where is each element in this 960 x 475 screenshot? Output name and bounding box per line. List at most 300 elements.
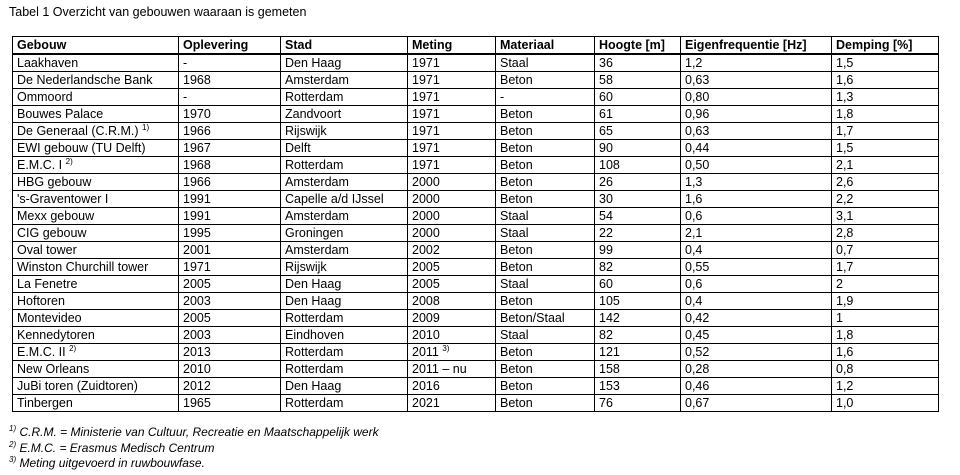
cell-demping-text: 2,1 [836,158,854,172]
cell-stad [281,123,408,140]
table-row [13,54,939,72]
cell-freq [681,89,832,106]
cell-stad [281,157,408,174]
cell-demping [832,54,939,72]
cell-gebouw-text: E.M.C. II [17,345,70,359]
cell-hoogte-text: 65 [599,124,613,138]
cell-gebouw-text: De Generaal (C.R.M.) [17,124,143,138]
table-row [13,123,939,140]
cell-materiaal [496,293,595,310]
cell-stad [281,242,408,259]
cell-hoogte [595,344,681,361]
cell-gebouw [13,242,179,259]
cell-gebouw [13,361,179,378]
cell-hoogte-text: 36 [599,56,613,70]
cell-materiaal-text: Beton [500,379,533,393]
table-caption: Tabel 1 Overzicht van gebouwen waaraan is gemeten [9,5,307,19]
cell-freq-text: 0,52 [685,345,710,359]
cell-demping [832,361,939,378]
cell-stad-text: Rotterdam [285,158,344,172]
cell-hoogte [595,157,681,174]
cell-stad-text: Rotterdam [285,90,344,104]
cell-hoogte [595,242,681,259]
cell-hoogte [595,361,681,378]
cell-meting-text: 1971 [412,107,440,121]
cell-oplevering [179,174,281,191]
cell-hoogte-text: 99 [599,243,613,257]
cell-hoogte-text: 30 [599,192,613,206]
cell-hoogte-text: 158 [599,362,620,376]
cell-oplevering [179,259,281,276]
cell-materiaal [496,310,595,327]
cell-gebouw [13,123,179,140]
column-header-materiaal: Materiaal [496,37,595,55]
footnote-text: Meting uitgevoerd in ruwbouwfase. [16,456,205,470]
cell-materiaal [496,72,595,89]
cell-meting-text: 2005 [412,277,440,291]
cell-hoogte [595,310,681,327]
cell-meting [408,361,496,378]
cell-materiaal-text: Beton [500,260,533,274]
cell-demping-text: 1,3 [836,90,854,104]
cell-oplevering-text: 2003 [183,294,211,308]
cell-meting-text: 1971 [412,73,440,87]
cell-oplevering-text: - [183,56,188,70]
cell-freq-text: 0,50 [685,158,710,172]
cell-freq-text: 0,80 [685,90,710,104]
cell-oplevering [179,327,281,344]
cell-meting [408,123,496,140]
cell-gebouw [13,276,179,293]
cell-freq-text: 0,6 [685,209,703,223]
footnote-line [9,441,379,457]
cell-stad [281,344,408,361]
cell-oplevering [179,123,281,140]
cell-materiaal-text: Beton [500,345,533,359]
cell-demping [832,140,939,157]
cell-materiaal-text: Beton [500,396,533,410]
cell-stad [281,72,408,89]
cell-freq-text: 0,44 [685,141,710,155]
cell-demping-text: 1,5 [836,56,854,70]
table-row [13,259,939,276]
cell-stad-text: Den Haag [285,379,342,393]
table-header-row [13,37,939,55]
table-row [13,276,939,293]
cell-freq [681,259,832,276]
cell-materiaal-text: Beton [500,158,533,172]
cell-materiaal-text: Beton/Staal [500,311,565,325]
cell-gebouw [13,225,179,242]
cell-oplevering [179,140,281,157]
cell-freq [681,395,832,412]
cell-meting [408,54,496,72]
cell-materiaal-text: Beton [500,243,533,257]
cell-stad [281,395,408,412]
cell-hoogte-text: 82 [599,260,613,274]
cell-demping [832,293,939,310]
cell-meting-text: 2011 [412,345,443,359]
cell-meting-text: 2000 [412,226,440,240]
cell-gebouw-text: CIG gebouw [17,226,87,240]
table-body [13,54,939,412]
footnote-mark: 2) [9,439,17,449]
table-row [13,140,939,157]
cell-hoogte [595,395,681,412]
cell-demping [832,327,939,344]
cell-oplevering [179,344,281,361]
cell-freq-text: 0,63 [685,73,710,87]
cell-oplevering [179,242,281,259]
cell-meting [408,191,496,208]
cell-demping [832,72,939,89]
column-header-oplevering: Oplevering [179,37,281,55]
cell-gebouw [13,259,179,276]
cell-hoogte-text: 60 [599,90,613,104]
cell-gebouw [13,157,179,174]
cell-oplevering [179,89,281,106]
cell-demping-text: 1,6 [836,345,854,359]
cell-materiaal [496,276,595,293]
cell-gebouw [13,378,179,395]
cell-meting-text: 1971 [412,141,440,155]
cell-demping [832,344,939,361]
cell-hoogte [595,106,681,123]
cell-meting [408,259,496,276]
footnote-text: E.M.C. = Erasmus Medisch Centrum [16,440,215,455]
cell-hoogte-text: 105 [599,294,620,308]
cell-gebouw-text: Winston Churchill tower [17,260,149,274]
cell-meting [408,395,496,412]
cell-materiaal-text: Staal [500,328,529,342]
cell-freq-text: 1,2 [685,56,703,70]
cell-oplevering-text: 1991 [183,209,211,223]
cell-freq [681,310,832,327]
cell-gebouw-text: Ommoord [17,90,73,104]
cell-demping [832,242,939,259]
cell-gebouw-text: Montevideo [17,311,82,325]
cell-stad-text: Capelle a/d IJssel [285,192,384,206]
cell-gebouw [13,208,179,225]
cell-oplevering-text: 2005 [183,277,211,291]
cell-stad [281,140,408,157]
cell-materiaal [496,378,595,395]
cell-materiaal [496,191,595,208]
cell-oplevering [179,361,281,378]
cell-demping-text: 0,8 [836,362,854,376]
cell-gebouw-text: Oval tower [17,243,77,257]
cell-demping [832,174,939,191]
cell-demping-text: 1,8 [836,328,854,342]
cell-demping-text: 2,8 [836,226,854,240]
table-row [13,310,939,327]
cell-demping [832,395,939,412]
cell-demping-text: 1,7 [836,124,854,138]
cell-hoogte-text: 108 [599,158,620,172]
cell-meting [408,140,496,157]
cell-meting [408,293,496,310]
cell-materiaal [496,157,595,174]
cell-oplevering [179,106,281,123]
table-row [13,208,939,225]
cell-oplevering [179,276,281,293]
cell-materiaal [496,242,595,259]
cell-demping-text: 1,8 [836,107,854,121]
cell-demping-text: 1,2 [836,379,854,393]
column-header-demping: Demping [%] [832,37,939,55]
cell-gebouw-text: E.M.C. I [17,158,66,172]
cell-hoogte-text: 76 [599,396,613,410]
cell-demping [832,123,939,140]
cell-materiaal [496,140,595,157]
cell-stad [281,259,408,276]
column-header-gebouw: Gebouw [13,37,179,55]
footnote-ref: 2) [69,343,77,353]
cell-hoogte [595,225,681,242]
cell-freq-text: 0,4 [685,294,703,308]
cell-hoogte [595,276,681,293]
table-row [13,293,939,310]
table-row [13,378,939,395]
cell-hoogte [595,208,681,225]
cell-meting [408,72,496,89]
cell-hoogte-text: 121 [599,345,620,359]
cell-stad-text: Zandvoort [285,107,342,121]
cell-hoogte [595,259,681,276]
cell-meting-text: 2008 [412,294,440,308]
cell-oplevering-text: 1967 [183,141,211,155]
cell-gebouw-text: EWI gebouw (TU Delft) [17,141,146,155]
cell-hoogte-text: 58 [599,73,613,87]
cell-materiaal-text: Beton [500,192,533,206]
cell-oplevering-text: 2003 [183,328,211,342]
table-row [13,395,939,412]
cell-demping [832,208,939,225]
cell-materiaal [496,361,595,378]
footnote-line [9,425,379,441]
cell-freq [681,293,832,310]
cell-freq-text: 0,55 [685,260,710,274]
cell-materiaal [496,123,595,140]
cell-gebouw-text: Laakhaven [17,56,79,70]
cell-freq-text: 0,4 [685,243,703,257]
cell-stad-text: Rotterdam [285,311,344,325]
cell-materiaal [496,395,595,412]
cell-oplevering-text: 1966 [183,124,211,138]
cell-materiaal-text: Beton [500,107,533,121]
cell-demping-text: 1,7 [836,260,854,274]
cell-freq-text: 0,46 [685,379,710,393]
cell-oplevering [179,191,281,208]
cell-meting-text: 2000 [412,192,440,206]
cell-demping-text: 1 [836,311,843,325]
cell-oplevering-text: 2013 [183,345,211,359]
cell-stad [281,361,408,378]
cell-materiaal [496,259,595,276]
cell-stad-text: Delft [285,141,311,155]
cell-demping-text: 2,2 [836,192,854,206]
cell-materiaal-text: Beton [500,362,533,376]
cell-gebouw [13,54,179,72]
cell-hoogte [595,293,681,310]
cell-materiaal-text: Beton [500,294,533,308]
cell-freq [681,54,832,72]
cell-meting-text: 1971 [412,56,440,70]
cell-gebouw-text: 's-Graventower I [17,192,109,206]
cell-freq [681,140,832,157]
cell-stad-text: Amsterdam [285,175,349,189]
cell-meting-text: 1971 [412,158,440,172]
cell-meting [408,310,496,327]
cell-freq [681,361,832,378]
cell-oplevering-text: 1966 [183,175,211,189]
cell-gebouw [13,89,179,106]
cell-stad-text: Amsterdam [285,73,349,87]
table-row [13,327,939,344]
cell-meting-text: 2016 [412,379,440,393]
cell-materiaal [496,327,595,344]
cell-materiaal-text: Beton [500,124,533,138]
table-row [13,72,939,89]
table-row [13,89,939,106]
cell-stad [281,174,408,191]
cell-stad [281,327,408,344]
cell-stad [281,191,408,208]
cell-freq-text: 1,6 [685,192,703,206]
cell-gebouw [13,395,179,412]
cell-oplevering-text: - [183,90,188,104]
cell-gebouw [13,191,179,208]
cell-materiaal-text: - [500,90,505,104]
cell-stad [281,54,408,72]
cell-stad-text: Amsterdam [285,243,349,257]
cell-stad-text: Groningen [285,226,344,240]
cell-freq [681,276,832,293]
cell-stad-text: Den Haag [285,294,342,308]
table-row [13,157,939,174]
cell-gebouw [13,293,179,310]
cell-gebouw [13,344,179,361]
cell-demping-text: 1,5 [836,141,854,155]
cell-meting-text: 2002 [412,243,440,257]
cell-freq-text: 0,42 [685,311,710,325]
cell-oplevering [179,225,281,242]
cell-stad [281,378,408,395]
cell-meting [408,106,496,123]
table-row [13,225,939,242]
cell-meting [408,208,496,225]
cell-stad-text: Eindhoven [285,328,345,342]
cell-demping [832,89,939,106]
cell-freq-text: 0,67 [685,396,710,410]
cell-stad [281,208,408,225]
cell-hoogte [595,140,681,157]
cell-meting [408,344,496,361]
cell-freq [681,72,832,89]
cell-materiaal [496,54,595,72]
cell-meting [408,276,496,293]
cell-freq-text: 0,28 [685,362,710,376]
cell-oplevering [179,293,281,310]
column-header-hoogte: Hoogte [m] [595,37,681,55]
cell-hoogte [595,174,681,191]
cell-gebouw [13,174,179,191]
cell-materiaal [496,89,595,106]
cell-materiaal [496,225,595,242]
cell-stad-text: Den Haag [285,277,342,291]
cell-oplevering [179,395,281,412]
footnote-mark: 3) [9,455,17,464]
cell-stad-text: Rijswijk [285,124,327,138]
cell-hoogte [595,327,681,344]
cell-freq [681,208,832,225]
cell-demping [832,191,939,208]
cell-freq [681,327,832,344]
footnote-ref: 3) [442,343,450,353]
cell-hoogte [595,89,681,106]
cell-gebouw-text: JuBi toren (Zuidtoren) [17,379,138,393]
cell-freq-text: 1,3 [685,175,703,189]
cell-freq [681,106,832,123]
cell-hoogte-text: 61 [599,107,613,121]
cell-oplevering [179,157,281,174]
cell-hoogte-text: 26 [599,175,613,189]
cell-oplevering-text: 2010 [183,362,211,376]
footnote-mark: 1) [9,424,17,433]
cell-gebouw [13,106,179,123]
cell-gebouw [13,140,179,157]
cell-meting [408,327,496,344]
column-header-eigenfrequentie: Eigenfrequentie [Hz] [681,37,832,55]
cell-hoogte-text: 60 [599,277,613,291]
table-row [13,242,939,259]
cell-gebouw-text: Mexx gebouw [17,209,95,223]
cell-oplevering [179,54,281,72]
cell-oplevering-text: 1968 [183,73,211,87]
cell-hoogte-text: 54 [599,209,613,223]
cell-materiaal-text: Staal [500,56,529,70]
cell-hoogte-text: 82 [599,328,613,342]
cell-materiaal-text: Staal [500,209,529,223]
cell-oplevering-text: 2005 [183,311,211,325]
cell-meting-text: 2000 [412,175,440,189]
footnote-ref: 2) [65,156,73,166]
cell-freq [681,123,832,140]
cell-meting-text: 2005 [412,260,440,274]
cell-materiaal-text: Beton [500,175,533,189]
cell-hoogte-text: 90 [599,141,613,155]
cell-gebouw [13,72,179,89]
cell-oplevering-text: 1965 [183,396,211,410]
cell-demping [832,259,939,276]
cell-stad [281,310,408,327]
cell-oplevering-text: 1995 [183,226,211,240]
cell-oplevering-text: 1968 [183,158,211,172]
cell-gebouw-text: Kennedytoren [17,328,95,342]
cell-demping-text: 0,7 [836,243,854,257]
cell-hoogte [595,72,681,89]
cell-oplevering-text: 2012 [183,379,211,393]
cell-freq [681,378,832,395]
cell-stad-text: Amsterdam [285,209,349,223]
cell-freq [681,225,832,242]
footnote-text: C.R.M. = Ministerie van Cultuur, Recreatie en Maatschappelijk werk [16,425,379,439]
cell-freq-text: 0,96 [685,107,710,121]
cell-hoogte-text: 22 [599,226,613,240]
cell-meting-text: 2021 [412,396,440,410]
footnote-line [9,456,379,472]
cell-hoogte [595,378,681,395]
